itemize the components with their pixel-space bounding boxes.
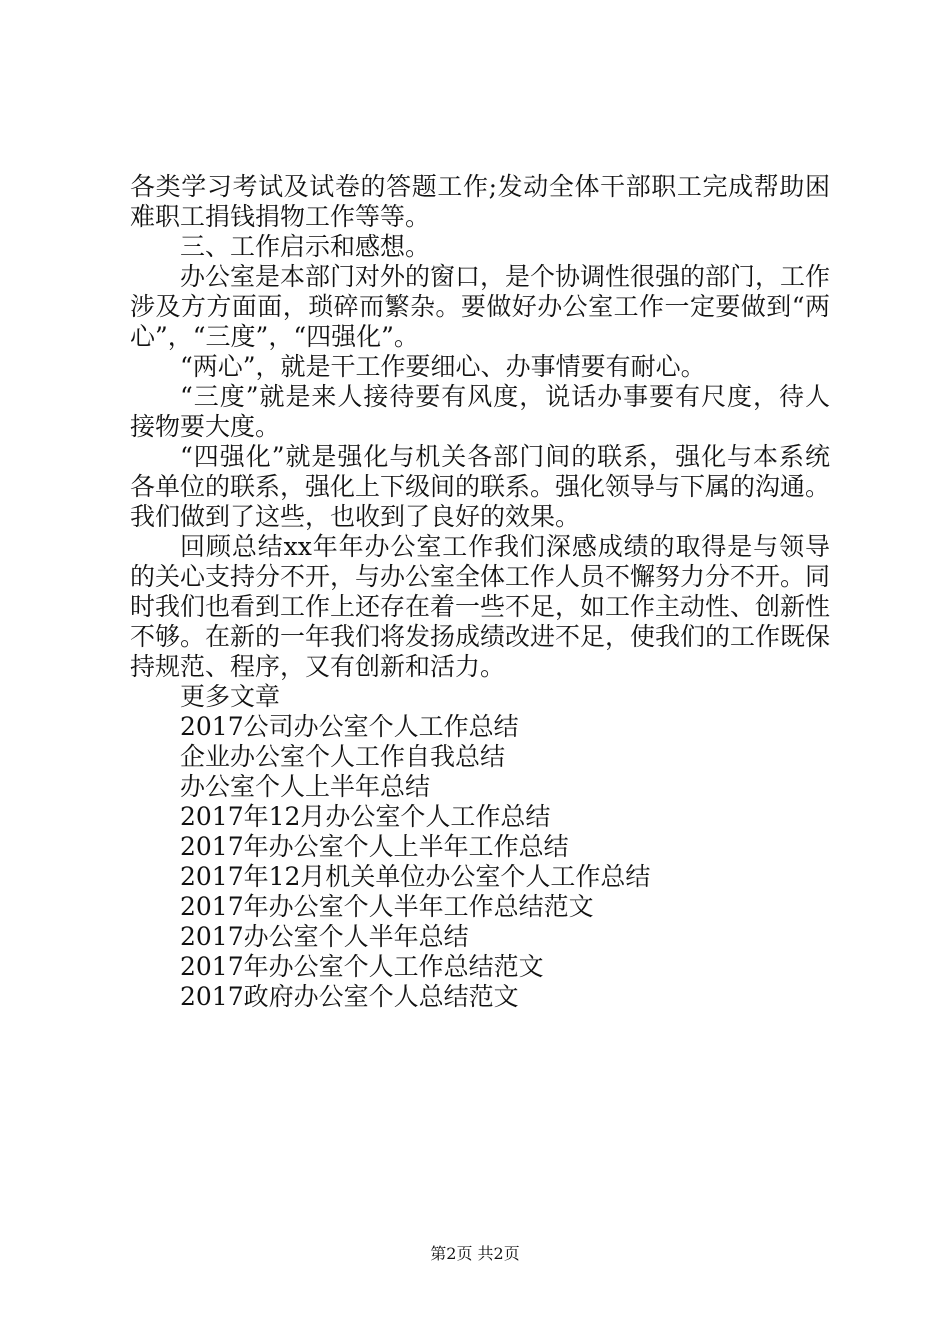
more-article-link[interactable]: 2017年12月办公室个人工作总结 [180,802,551,831]
more-article-link[interactable]: 2017办公室个人半年总结 [180,922,469,951]
paragraph-7: 回顾总结xx年年办公室工作我们深感成绩的取得是与领导的关心支持分不开，与办公室全体工作人员不懈努力分不开。同时我们也看到工作上还存在着一些不足，如工作主动性、创新性不够。在新的一年我们将发扬成绩改进不足，使我们的工作既保持规范、程序，又有创新和活力。 [130,532,831,681]
paragraph-4: “两心”，就是干工作要细心、办事情要有耐心。 [180,352,706,381]
more-article-link[interactable]: 2017公司办公室个人工作总结 [180,712,519,741]
page-number-footer: 第2页 共2页 [430,1244,520,1263]
document-body [130,172,830,1012]
more-article-link[interactable]: 2017政府办公室个人总结范文 [180,982,519,1011]
paragraph-1: 各类学习考试及试卷的答题工作;发动全体干部职工完成帮助困难职工捐钱捐物工作等等。 [130,172,830,231]
more-article-link[interactable]: 2017年办公室个人上半年工作总结 [180,832,569,861]
section-heading-3: 三、工作启示和感想。 [180,232,431,261]
more-article-link[interactable]: 2017年办公室个人半年工作总结范文 [180,892,594,921]
more-article-link[interactable]: 办公室个人上半年总结 [180,772,431,801]
more-article-link[interactable]: 企业办公室个人工作自我总结 [180,742,506,771]
more-article-link[interactable]: 2017年办公室个人工作总结范文 [180,952,544,981]
paragraph-6: “四强化”就是强化与机关各部门间的联系，强化与本系统各单位的联系，强化上下级间的联系。强化领导与下属的沟通。我们做到了这些，也收到了良好的效果。 [130,442,831,531]
more-articles-heading: 更多文章 [180,682,281,711]
paragraph-3: 办公室是本部门对外的窗口，是个协调性很强的部门，工作涉及方方面面，琐碎而繁杂。要做好办公室工作一定要做到“两心”，“三度”，“四强化”。 [130,262,831,351]
paragraph-5: “三度”就是来人接待要有风度，说话办事要有尺度，待人接物要大度。 [130,382,830,441]
more-article-link[interactable]: 2017年12月机关单位办公室个人工作总结 [180,862,651,891]
